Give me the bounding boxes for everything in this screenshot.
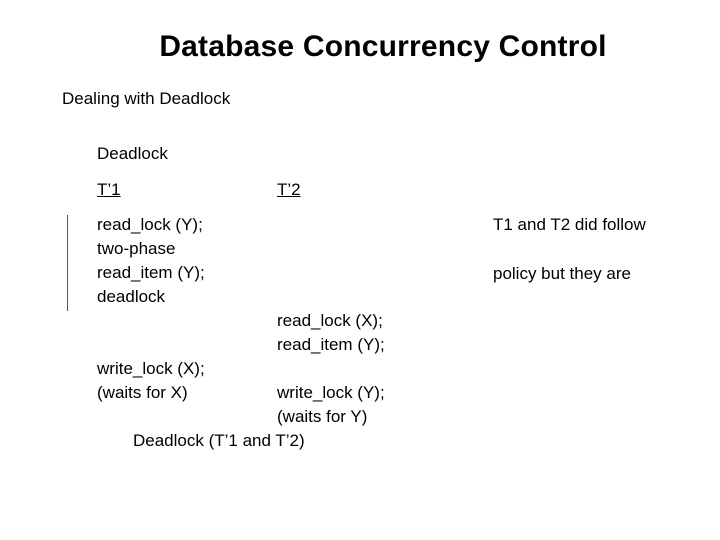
t1-step: two-phase	[97, 239, 176, 258]
t2-step: read_item (Y);	[277, 335, 385, 354]
t1-step: write_lock (X);	[97, 359, 205, 378]
deadlock-note: Deadlock (T’1 and T’2)	[133, 431, 305, 450]
t1-step: read_item (Y);	[97, 263, 205, 282]
t2-step: (waits for Y)	[277, 407, 368, 426]
t2-step: write_lock (Y);	[277, 383, 385, 402]
t2-column-header: T’2	[277, 180, 301, 199]
t1-step: read_lock (Y);	[97, 215, 203, 234]
slide-title: Database Concurrency Control	[159, 30, 607, 63]
t1-step: (waits for X)	[97, 383, 188, 402]
t1-step: deadlock	[97, 287, 166, 306]
side-note: policy but they are	[493, 264, 631, 283]
side-note: T1 and T2 did follow	[493, 215, 646, 234]
left-divider-line	[67, 215, 68, 311]
t2-step: read_lock (X);	[277, 311, 383, 330]
t1-column-header: T’1	[97, 180, 121, 199]
slide-subtitle: Dealing with Deadlock	[62, 89, 231, 108]
section-heading: Deadlock	[97, 144, 168, 163]
